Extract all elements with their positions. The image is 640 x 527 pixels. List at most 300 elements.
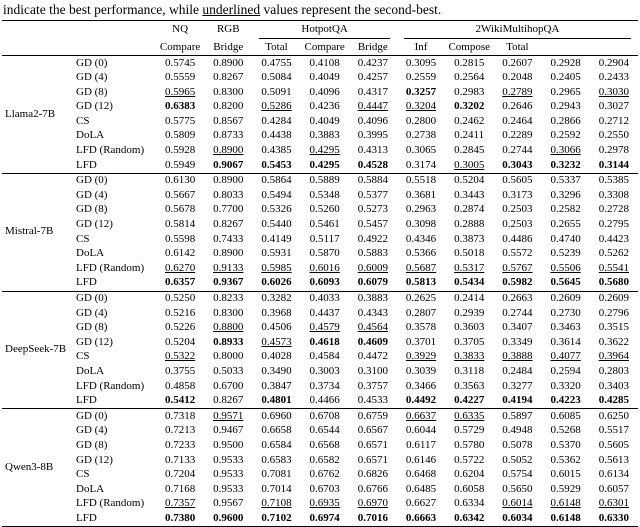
metric-cell: 0.2594 [550, 364, 581, 377]
metric-cell: 0.2963 [405, 203, 437, 216]
metric-cell: 0.3490 [261, 364, 292, 377]
model-label: DeepSeek-7B [2, 291, 72, 409]
metric-cell: 0.8933 [213, 335, 244, 348]
metric-cell: 0.4257 [357, 71, 388, 84]
metric-cell: 0.5506 [550, 261, 581, 274]
metric-cell: 0.2874 [454, 203, 485, 216]
metric-cell: 0.6057 [598, 482, 629, 495]
corner-cell [2, 21, 156, 40]
metric-cell: 0.5813 [405, 276, 437, 289]
metric-cell: 0.3173 [502, 188, 533, 201]
metric-cell: 0.7133 [164, 453, 196, 466]
metric-cell: 0.3065 [405, 144, 437, 157]
metric-cell: 0.6117 [406, 438, 436, 451]
metric-cell: 0.4149 [261, 232, 292, 245]
metric-cell: 0.2462 [454, 114, 485, 127]
metric-cell: 0.9133 [213, 261, 244, 274]
metric-cell: 0.4227 [454, 394, 485, 407]
metric-cell: 0.5883 [357, 247, 388, 260]
metric-cell: 0.9567 [213, 497, 244, 510]
metric-cell: 0.2607 [493, 56, 541, 71]
metric-cell: 0.5870 [309, 247, 340, 260]
metric-cell: 0.6134 [598, 468, 629, 481]
metric-cell: 0.9067 [213, 158, 244, 171]
metric-cell: 0.4223 [550, 394, 581, 407]
metric-cell: 0.5517 [598, 424, 629, 437]
metric-cell: 0.4801 [261, 394, 292, 407]
metric-cell: 0.5965 [164, 85, 196, 98]
metric-cell: 0.6342 [454, 511, 485, 524]
method-label: GD (0) [72, 56, 156, 71]
metric-cell: 0.8233 [204, 291, 252, 306]
metric-cell: 0.4237 [349, 56, 397, 71]
metric-cell: 0.4049 [309, 71, 340, 84]
metric-cell: 0.4438 [261, 129, 292, 142]
metric-cell: 0.5117 [309, 232, 340, 245]
metric-cell: 0.6584 [261, 438, 292, 451]
table-row [2, 350, 638, 365]
metric-cell: 0.8300 [213, 85, 244, 98]
table-row [2, 247, 638, 262]
metric-cell: 0.5348 [309, 188, 340, 201]
table-row [2, 482, 638, 497]
metric-cell: 0.2965 [550, 85, 581, 98]
metric-cell: 0.3095 [397, 56, 445, 71]
metric-cell: 0.2405 [550, 71, 581, 84]
metric-cell: 0.5645 [550, 276, 581, 289]
metric-cell: 0.2414 [445, 291, 493, 306]
metric-cell: 0.3257 [405, 85, 437, 98]
metric-cell: 0.5091 [261, 85, 292, 98]
table-row [2, 306, 638, 321]
metric-cell: 0.6270 [164, 261, 196, 274]
metric-cell: 0.5729 [454, 424, 485, 437]
metric-cell: 0.3515 [598, 321, 629, 334]
metric-cell: 0.6766 [357, 482, 388, 495]
metric-cell: 0.6015 [550, 468, 581, 481]
metric-cell: 0.3705 [454, 335, 485, 348]
metric-cell: 0.7433 [213, 232, 244, 245]
metric-cell: 0.9600 [213, 511, 244, 524]
metric-cell: 0.6204 [454, 468, 485, 481]
metric-cell: 0.6568 [309, 438, 340, 451]
metric-cell: 0.8900 [213, 247, 244, 260]
metric-cell: 0.4506 [261, 321, 292, 334]
metric-cell: 0.5362 [550, 453, 581, 466]
metric-cell: 0.5667 [164, 188, 196, 201]
method-label: GD (12) [76, 335, 113, 348]
metric-cell: 0.9533 [213, 482, 244, 495]
metric-cell: 0.9367 [213, 276, 244, 289]
metric-cell: 0.3681 [405, 188, 437, 201]
metric-cell: 0.6700 [213, 379, 244, 392]
metric-cell: 0.6130 [156, 173, 204, 188]
metric-cell: 0.6026 [261, 276, 292, 289]
metric-cell: 0.5541 [598, 261, 629, 274]
metric-cell: 0.5949 [164, 158, 196, 171]
metric-cell: 0.5262 [598, 247, 629, 260]
metric-cell: 0.6571 [357, 438, 388, 451]
metric-cell: 0.5377 [357, 188, 388, 201]
metric-cell: 0.5033 [213, 364, 244, 377]
table-row [2, 218, 638, 233]
metric-cell: 0.2738 [405, 129, 437, 142]
metric-cell: 0.6582 [309, 453, 340, 466]
metric-cell: 0.2866 [550, 114, 581, 127]
metric-cell: 0.4948 [502, 424, 533, 437]
metric-cell: 0.6330 [598, 511, 629, 524]
metric-cell: 0.6016 [309, 261, 340, 274]
metric-cell: 0.2625 [397, 291, 445, 306]
model-label: Mistral-7B [2, 173, 72, 291]
table-row [2, 335, 638, 350]
metric-cell: 0.5897 [493, 409, 541, 424]
metric-cell: 0.8000 [213, 350, 244, 363]
column-header: Total [252, 39, 300, 56]
method-label: CS [76, 468, 90, 481]
metric-cell: 0.7700 [213, 203, 244, 216]
method-label: GD (12) [76, 100, 113, 113]
method-label: CS [76, 350, 90, 363]
metric-cell: 0.3734 [309, 379, 340, 392]
metric-cell: 0.2550 [598, 129, 629, 142]
metric-cell: 0.8900 [204, 56, 252, 71]
metric-cell: 0.6468 [405, 468, 437, 481]
metric-cell: 0.4049 [309, 114, 340, 127]
metric-cell: 0.3755 [164, 364, 196, 377]
metric-cell: 0.4284 [261, 114, 292, 127]
subheader-blank [2, 39, 156, 56]
table-row [2, 188, 638, 203]
column-header: Compare [301, 39, 349, 56]
results-table-grid [2, 20, 638, 527]
metric-cell: 0.2796 [598, 306, 629, 319]
metric-cell: 0.3003 [309, 364, 340, 377]
metric-cell: 0.3403 [598, 379, 629, 392]
table-row [2, 511, 638, 526]
method-label: LFD [76, 276, 97, 289]
table-row [2, 409, 638, 424]
metric-cell: 0.5931 [261, 247, 292, 260]
metric-cell: 0.6571 [357, 453, 388, 466]
metric-cell: 0.2943 [550, 100, 581, 113]
metric-cell: 0.5370 [550, 438, 581, 451]
metric-cell: 0.8300 [213, 306, 244, 319]
metric-cell: 0.4423 [598, 232, 629, 245]
metric-cell: 0.6014 [502, 497, 533, 510]
metric-cell: 0.3030 [598, 85, 629, 98]
metric-cell: 0.6334 [454, 497, 485, 510]
metric-cell: 0.9500 [213, 438, 244, 451]
metric-cell: 0.6009 [357, 261, 388, 274]
metric-cell: 0.6762 [309, 468, 340, 481]
metric-cell: 0.6357 [164, 276, 196, 289]
method-label: GD (8) [76, 438, 108, 451]
metric-cell: 0.3039 [405, 364, 437, 377]
metric-cell: 0.9467 [213, 424, 244, 437]
metric-cell: 0.7233 [164, 438, 196, 451]
metric-cell: 0.2592 [550, 129, 581, 142]
metric-cell: 0.3614 [550, 335, 581, 348]
column-header: Inf [397, 39, 445, 56]
metric-cell: 0.3443 [454, 188, 485, 201]
method-label: GD (4) [76, 71, 108, 84]
metric-cell: 0.4740 [550, 232, 581, 245]
metric-cell: 0.3701 [405, 335, 437, 348]
metric-cell: 0.4236 [309, 100, 340, 113]
metric-cell: 0.5268 [550, 424, 581, 437]
metric-cell: 0.7204 [164, 468, 196, 481]
metric-cell: 0.3757 [357, 379, 388, 392]
metric-cell: 0.6663 [405, 511, 437, 524]
metric-cell: 0.5884 [349, 173, 397, 188]
column-header: Total [493, 39, 541, 56]
metric-cell: 0.4343 [357, 306, 388, 319]
metric-cell: 0.2559 [405, 71, 437, 84]
metric-cell: 0.3349 [502, 335, 533, 348]
metric-cell: 0.5273 [357, 203, 388, 216]
metric-cell: 0.8800 [213, 321, 244, 334]
metric-cell: 0.5780 [454, 438, 485, 451]
metric-cell: 0.8733 [213, 129, 244, 142]
method-label: GD (8) [76, 85, 108, 98]
metric-cell: 0.7016 [357, 511, 388, 524]
method-label: CS [76, 232, 90, 245]
metric-cell: 0.3098 [405, 218, 437, 231]
metric-cell: 0.3603 [454, 321, 485, 334]
metric-cell: 0.7014 [261, 482, 292, 495]
metric-cell: 0.2728 [598, 203, 629, 216]
metric-cell: 0.2928 [542, 56, 590, 71]
metric-cell: 0.6034 [502, 511, 533, 524]
metric-cell: 0.8900 [213, 144, 244, 157]
metric-cell: 0.4437 [309, 306, 340, 319]
metric-cell: 0.2904 [590, 56, 638, 71]
metric-cell: 0.4528 [357, 158, 388, 171]
metric-cell: 0.3463 [550, 321, 581, 334]
metric-cell: 0.5317 [454, 261, 485, 274]
method-label: GD (8) [76, 203, 108, 216]
metric-cell: 0.8200 [213, 100, 244, 113]
metric-cell: 0.6044 [405, 424, 437, 437]
method-label: DoLA [76, 129, 105, 142]
metric-cell: 0.2789 [502, 85, 533, 98]
metric-cell: 0.7213 [164, 424, 196, 437]
table-row [2, 424, 638, 439]
metric-cell: 0.5412 [164, 394, 196, 407]
metric-cell: 0.5239 [550, 247, 581, 260]
metric-cell: 0.3407 [502, 321, 533, 334]
table-row [2, 453, 638, 468]
metric-cell: 0.2803 [598, 364, 629, 377]
metric-cell: 0.5260 [309, 203, 340, 216]
metric-cell: 0.2564 [454, 71, 485, 84]
metric-cell: 0.4486 [502, 232, 533, 245]
metric-cell: 0.3277 [502, 379, 533, 392]
metric-cell: 0.3204 [405, 100, 437, 113]
metric-cell: 0.9533 [213, 468, 244, 481]
column-header: Bridge [349, 39, 397, 56]
table-row [2, 203, 638, 218]
method-label: GD (8) [76, 321, 108, 334]
metric-cell: 0.3968 [261, 306, 292, 319]
metric-cell: 0.3563 [454, 379, 485, 392]
metric-cell: 0.6148 [550, 497, 581, 510]
metric-cell: 0.6093 [309, 276, 340, 289]
metric-cell: 0.3066 [550, 144, 581, 157]
method-label: GD (12) [76, 453, 113, 466]
metric-cell: 0.5052 [502, 453, 533, 466]
metric-cell: 0.5754 [502, 468, 533, 481]
group-header-label: HotpotQA [259, 22, 390, 39]
metric-cell: 0.6146 [405, 453, 437, 466]
metric-cell: 0.6301 [598, 497, 629, 510]
table-row [2, 232, 638, 247]
method-label: DoLA [76, 482, 105, 495]
column-header: Compose [445, 39, 493, 56]
metric-cell: 0.2807 [405, 306, 437, 319]
metric-cell: 0.3883 [349, 291, 397, 306]
metric-cell: 0.9571 [204, 409, 252, 424]
metric-cell: 0.3005 [454, 158, 485, 171]
metric-cell: 0.2795 [598, 218, 629, 231]
metric-cell: 0.5250 [156, 291, 204, 306]
metric-cell: 0.4317 [357, 85, 388, 98]
metric-cell: 0.3232 [550, 158, 581, 171]
metric-cell: 0.5928 [164, 144, 196, 157]
metric-cell: 0.5494 [261, 188, 292, 201]
method-label: LFD [76, 158, 97, 171]
group-header-label: 2WikiMultihopQA [404, 22, 631, 39]
metric-cell: 0.3873 [454, 232, 485, 245]
metric-cell: 0.3202 [454, 100, 485, 113]
metric-cell: 0.4492 [405, 394, 437, 407]
metric-cell: 0.5982 [502, 276, 533, 289]
metric-cell: 0.6826 [357, 468, 388, 481]
metric-cell: 0.5814 [164, 218, 196, 231]
method-label: GD (12) [76, 218, 113, 231]
table-row [2, 144, 638, 159]
metric-cell: 0.5605 [598, 438, 629, 451]
metric-cell: 0.9533 [213, 453, 244, 466]
table-row [2, 173, 638, 188]
metric-cell: 0.2609 [542, 291, 590, 306]
metric-cell: 0.5929 [550, 482, 581, 495]
metric-cell: 0.5687 [405, 261, 437, 274]
method-label: LFD (Random) [76, 261, 145, 274]
table-row [2, 114, 638, 129]
metric-cell: 0.3027 [598, 100, 629, 113]
results-table [2, 20, 638, 527]
metric-cell: 0.4033 [301, 291, 349, 306]
metric-cell: 0.5337 [542, 173, 590, 188]
metric-cell: 0.3466 [405, 379, 437, 392]
metric-cell: 0.4755 [252, 56, 300, 71]
metric-cell: 0.3888 [502, 350, 533, 363]
metric-cell: 0.2289 [502, 129, 533, 142]
metric-cell: 0.4447 [357, 100, 388, 113]
group-header-label: NQ [172, 22, 189, 35]
metric-cell: 0.2730 [550, 306, 581, 319]
method-label: GD (4) [76, 188, 108, 201]
metric-cell: 0.6960 [252, 409, 300, 424]
table-row [2, 394, 638, 409]
method-label: GD (0) [72, 173, 156, 188]
metric-cell: 0.2582 [550, 203, 581, 216]
group-header-rgb [204, 21, 252, 40]
metric-cell: 0.3144 [598, 158, 629, 171]
metric-cell: 0.4313 [357, 144, 388, 157]
metric-cell: 0.8900 [204, 173, 252, 188]
group-header-label: RGB [216, 22, 240, 35]
metric-cell: 0.2503 [502, 218, 533, 231]
metric-cell: 0.3622 [598, 335, 629, 348]
metric-cell: 0.3296 [550, 188, 581, 201]
table-row [2, 56, 638, 71]
metric-cell: 0.2433 [598, 71, 629, 84]
metric-cell: 0.4609 [357, 335, 388, 348]
metric-cell: 0.5453 [261, 158, 292, 171]
metric-cell: 0.2845 [454, 144, 485, 157]
metric-cell: 0.6970 [357, 497, 388, 510]
metric-cell: 0.5745 [156, 56, 204, 71]
method-label: GD (4) [76, 306, 108, 319]
table-row [2, 321, 638, 336]
metric-cell: 0.3883 [309, 129, 340, 142]
metric-cell: 0.3118 [454, 364, 485, 377]
metric-cell: 0.6658 [261, 424, 292, 437]
metric-cell: 0.2609 [590, 291, 638, 306]
metric-cell: 0.8033 [213, 188, 244, 201]
metric-cell: 0.2503 [502, 203, 533, 216]
metric-cell: 0.4385 [261, 144, 292, 157]
metric-cell: 0.5286 [261, 100, 292, 113]
metric-cell: 0.4194 [502, 394, 533, 407]
table-row [2, 276, 638, 291]
metric-cell: 0.4077 [550, 350, 581, 363]
metric-cell: 0.4564 [357, 321, 388, 334]
metric-cell: 0.5440 [261, 218, 292, 231]
metric-cell: 0.5322 [164, 350, 196, 363]
metric-cell: 0.4346 [405, 232, 437, 245]
metric-cell: 0.3929 [405, 350, 437, 363]
metric-cell: 0.2888 [454, 218, 485, 231]
metric-cell: 0.7318 [156, 409, 204, 424]
metric-cell: 0.5078 [502, 438, 533, 451]
model-label: Qwen3-8B [2, 409, 72, 527]
metric-cell: 0.5572 [502, 247, 533, 260]
metric-cell: 0.6567 [357, 424, 388, 437]
method-label: LFD (Random) [76, 497, 145, 510]
metric-cell: 0.8567 [213, 114, 244, 127]
method-label: CS [76, 114, 90, 127]
metric-cell: 0.5434 [454, 276, 485, 289]
metric-cell: 0.5326 [261, 203, 292, 216]
metric-cell: 0.5385 [590, 173, 638, 188]
table-row [2, 497, 638, 512]
metric-cell: 0.2800 [405, 114, 437, 127]
caption-suffix: values represent the second-best. [260, 2, 442, 17]
group-header-nq [156, 21, 204, 40]
metric-cell: 0.5559 [164, 71, 196, 84]
metric-cell: 0.2744 [502, 144, 533, 157]
metric-cell: 0.8267 [213, 394, 244, 407]
metric-cell: 0.2048 [502, 71, 533, 84]
group-header-hotpotqa [252, 21, 397, 40]
metric-cell: 0.4533 [357, 394, 388, 407]
metric-cell: 0.4618 [309, 335, 340, 348]
table-row [2, 71, 638, 86]
